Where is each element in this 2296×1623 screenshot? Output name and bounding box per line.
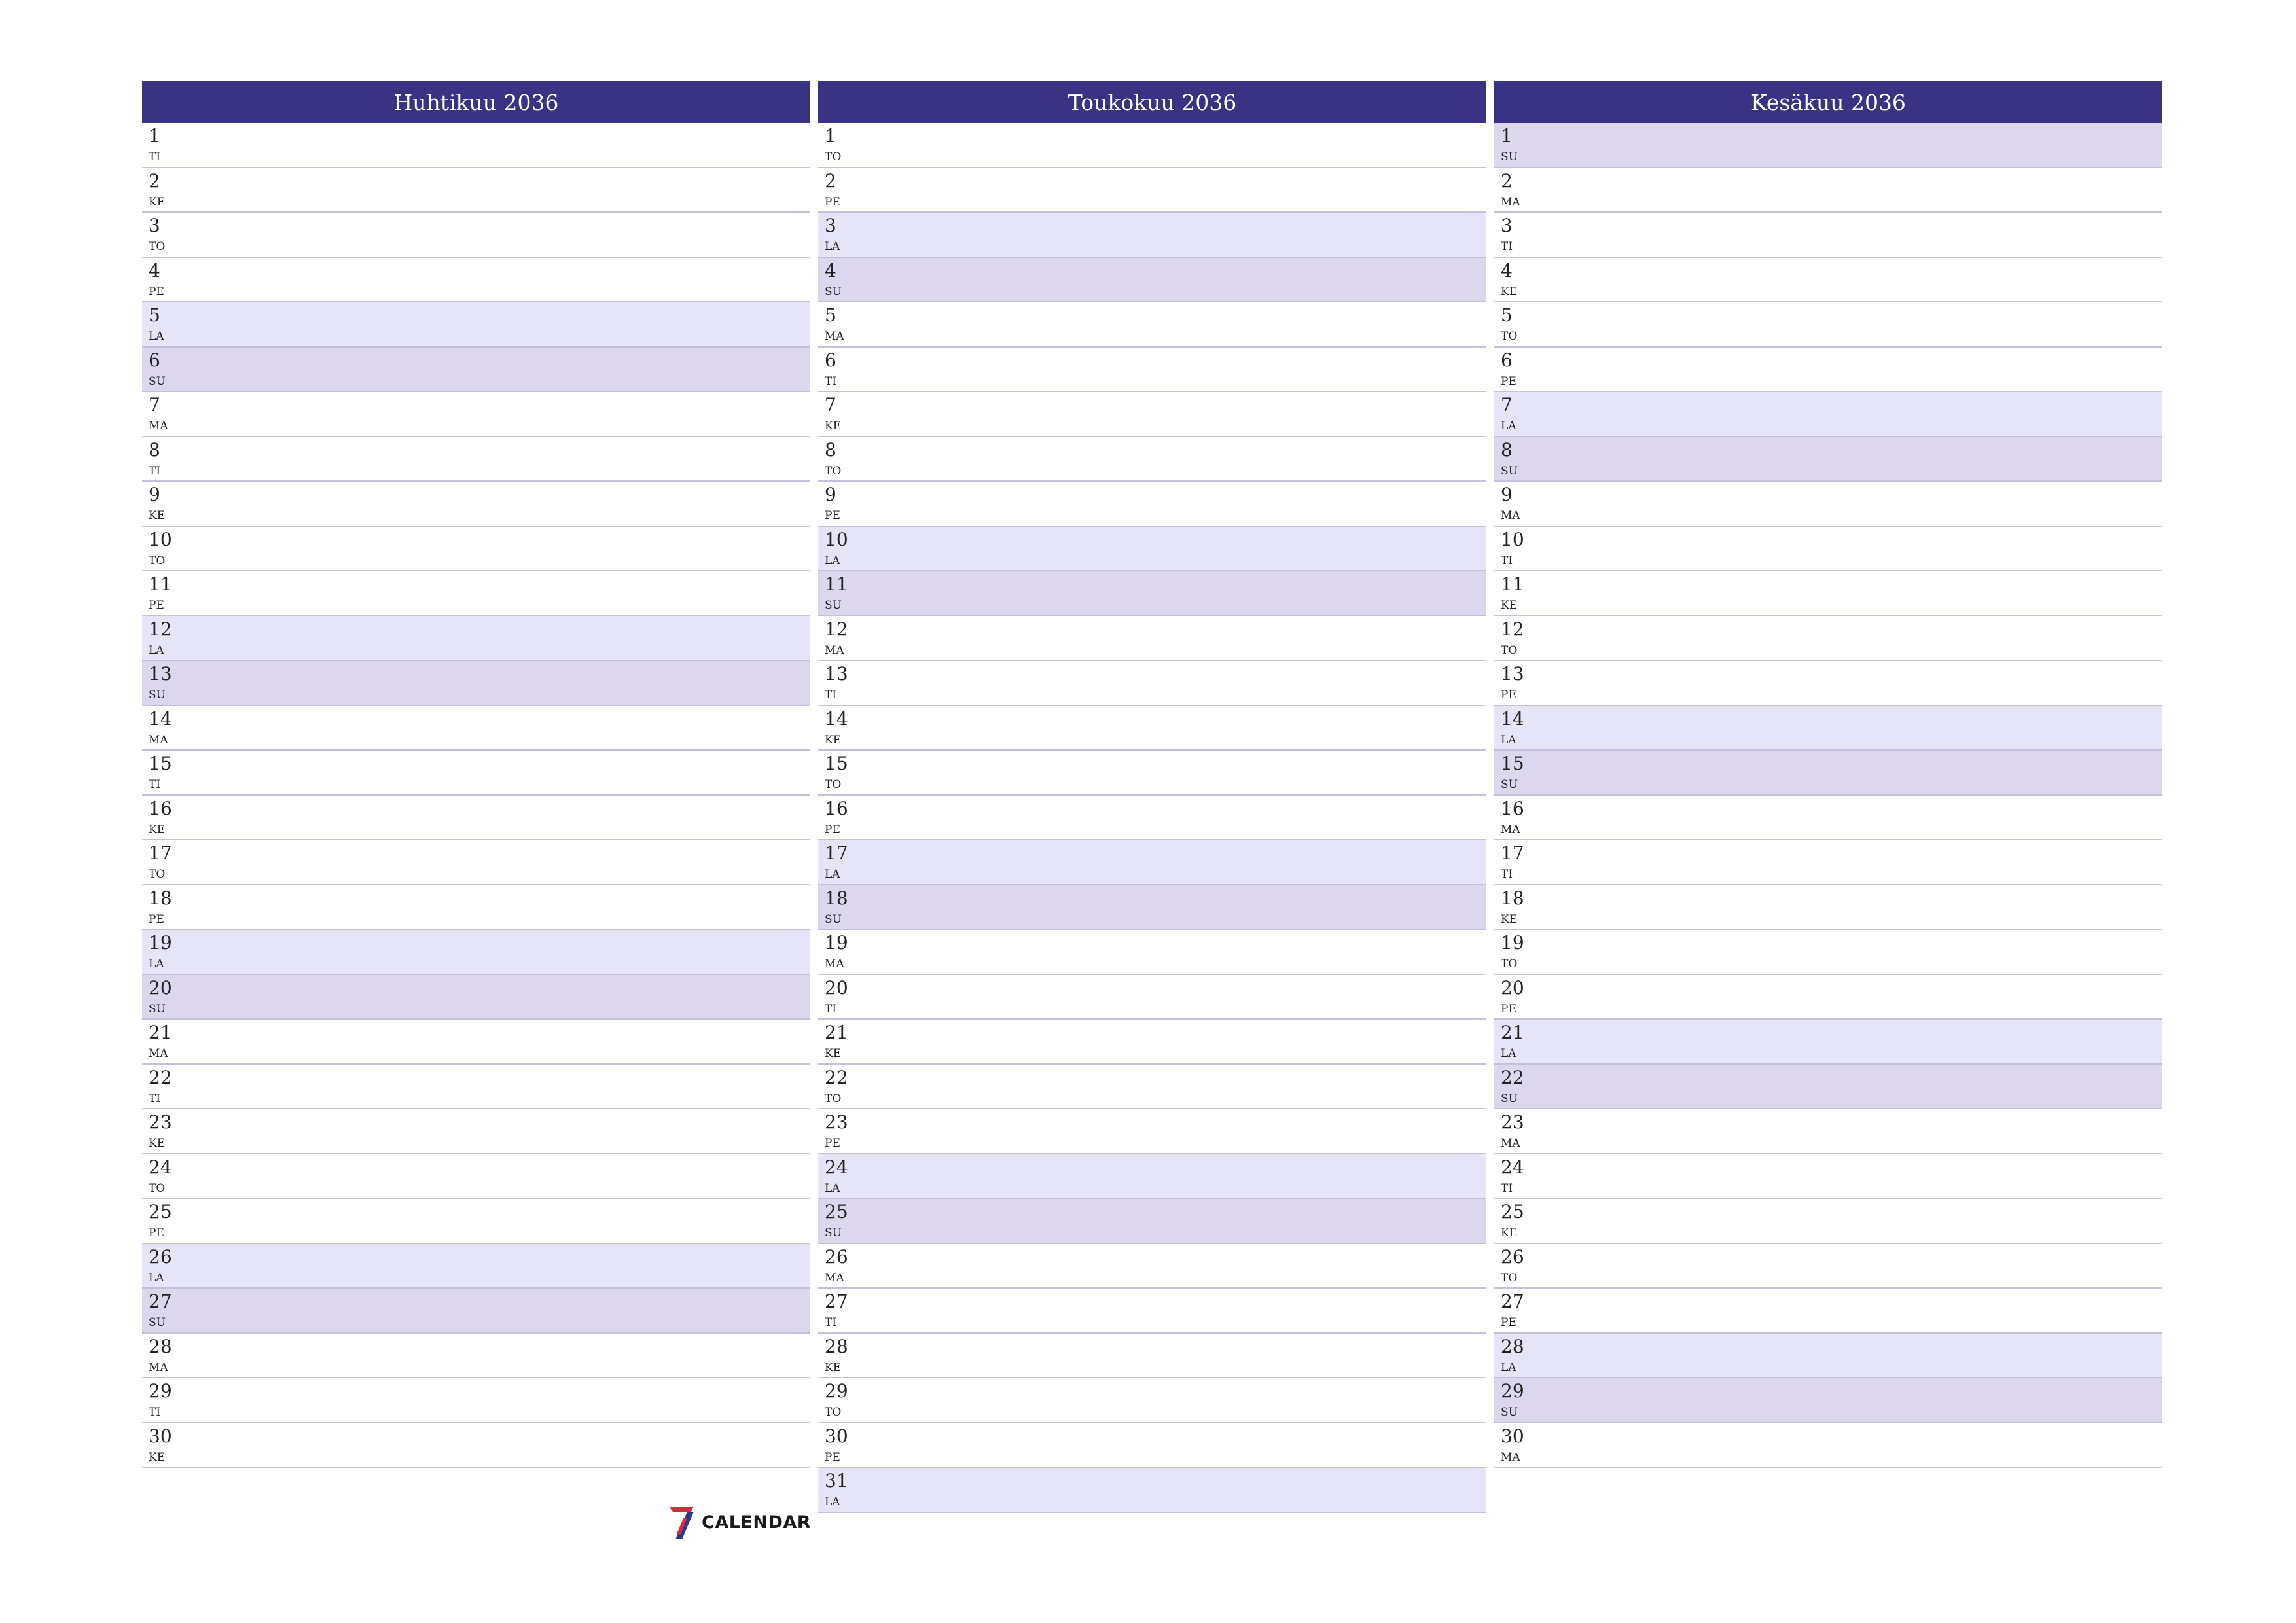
day-row xyxy=(818,975,1486,1020)
day-number: 13 xyxy=(1501,663,1524,685)
weekday-abbr: SU xyxy=(149,374,166,388)
day-number: 26 xyxy=(149,1245,172,1268)
day-number: 11 xyxy=(149,573,172,595)
weekday-abbr: MA xyxy=(1501,509,1520,522)
day-number: 17 xyxy=(1501,842,1524,864)
day-number: 10 xyxy=(149,528,172,550)
weekday-abbr: TI xyxy=(1501,868,1513,881)
day-row xyxy=(818,1378,1486,1423)
weekday-abbr: MA xyxy=(149,733,168,747)
day-row xyxy=(142,1020,810,1065)
month-header: Huhtikuu 2036 xyxy=(142,81,810,123)
day-number: 4 xyxy=(149,259,160,281)
weekday-abbr: KE xyxy=(149,823,166,836)
day-number: 30 xyxy=(1501,1425,1524,1447)
weekday-abbr: TI xyxy=(149,778,161,791)
day-number: 11 xyxy=(825,573,848,595)
day-row xyxy=(1494,1109,2162,1154)
day-row xyxy=(142,796,810,841)
weekday-abbr: TI xyxy=(1501,554,1513,567)
day-number: 14 xyxy=(149,707,172,730)
day-number: 18 xyxy=(825,887,848,909)
day-row xyxy=(1494,751,2162,796)
day-row xyxy=(818,437,1486,482)
day-number: 3 xyxy=(1501,215,1513,236)
weekday-abbr: LA xyxy=(825,554,840,567)
day-row xyxy=(142,661,810,706)
day-row xyxy=(818,123,1486,168)
day-row xyxy=(818,1244,1486,1289)
day-number: 6 xyxy=(825,349,836,371)
day-number: 4 xyxy=(1501,259,1513,281)
weekday-abbr: SU xyxy=(1501,464,1518,478)
day-number: 22 xyxy=(149,1066,172,1088)
day-row xyxy=(142,1244,810,1289)
weekday-abbr: TO xyxy=(1501,643,1518,657)
day-list xyxy=(1494,123,2162,1468)
day-row xyxy=(142,258,810,303)
weekday-abbr: MA xyxy=(825,957,844,971)
day-number: 10 xyxy=(1501,528,1524,550)
day-number: 2 xyxy=(825,169,836,192)
day-number: 8 xyxy=(825,438,836,461)
day-number: 20 xyxy=(825,976,848,999)
day-row xyxy=(1494,348,2162,393)
weekday-abbr: KE xyxy=(149,195,166,209)
weekday-abbr: KE xyxy=(149,1137,166,1150)
day-row xyxy=(1494,437,2162,482)
day-number: 10 xyxy=(825,528,848,550)
weekday-abbr: MA xyxy=(149,419,168,433)
day-number: 25 xyxy=(825,1201,848,1222)
day-row xyxy=(1494,1065,2162,1110)
weekday-abbr: LA xyxy=(149,330,164,343)
weekday-abbr: SU xyxy=(825,912,842,926)
day-number: 6 xyxy=(149,349,160,371)
day-row xyxy=(818,392,1486,437)
day-number: 16 xyxy=(825,797,848,819)
day-number: 8 xyxy=(1501,438,1513,461)
weekday-abbr: KE xyxy=(825,1047,842,1060)
day-row xyxy=(818,258,1486,303)
day-row xyxy=(818,1199,1486,1244)
day-row xyxy=(142,1378,810,1423)
month-header: Kesäkuu 2036 xyxy=(1494,81,2162,123)
day-row xyxy=(1494,213,2162,258)
weekday-abbr: KE xyxy=(1501,1226,1518,1240)
day-number: 25 xyxy=(1501,1201,1524,1222)
day-list xyxy=(142,123,810,1468)
month-header: Toukokuu 2036 xyxy=(818,81,1486,123)
weekday-abbr: SU xyxy=(825,285,842,298)
day-row xyxy=(142,1154,810,1200)
weekday-abbr: LA xyxy=(1501,1047,1516,1060)
weekday-abbr: TO xyxy=(149,240,166,253)
day-number: 1 xyxy=(1501,125,1513,147)
day-number: 19 xyxy=(1501,932,1524,954)
weekday-abbr: PE xyxy=(149,599,164,612)
day-row xyxy=(818,302,1486,348)
day-number: 6 xyxy=(1501,349,1513,371)
day-row xyxy=(142,168,810,213)
weekday-abbr: LA xyxy=(149,957,164,971)
day-row xyxy=(1494,168,2162,213)
day-number: 17 xyxy=(825,842,848,864)
weekday-abbr: SU xyxy=(825,1226,842,1240)
day-number: 5 xyxy=(1501,304,1513,326)
weekday-abbr: TO xyxy=(825,464,842,478)
day-number: 7 xyxy=(1501,394,1513,416)
day-number: 28 xyxy=(825,1335,848,1357)
day-number: 21 xyxy=(1501,1022,1524,1043)
day-row xyxy=(818,1154,1486,1200)
day-number: 7 xyxy=(825,394,836,416)
day-row xyxy=(818,751,1486,796)
day-number: 5 xyxy=(825,304,836,326)
day-row xyxy=(818,1109,1486,1154)
weekday-abbr: PE xyxy=(149,912,164,926)
weekday-abbr: PE xyxy=(149,285,164,298)
day-row xyxy=(818,213,1486,258)
weekday-abbr: SU xyxy=(149,688,166,702)
month-column-june xyxy=(1494,81,2162,1468)
weekday-abbr: SU xyxy=(1501,1406,1518,1419)
day-number: 19 xyxy=(149,932,172,954)
day-number: 22 xyxy=(825,1066,848,1088)
day-row xyxy=(1494,661,2162,706)
weekday-abbr: LA xyxy=(149,643,164,657)
day-number: 21 xyxy=(825,1022,848,1043)
day-number: 31 xyxy=(825,1470,848,1491)
day-number: 30 xyxy=(825,1425,848,1447)
day-row xyxy=(142,302,810,348)
weekday-abbr: PE xyxy=(825,1450,840,1464)
weekday-abbr: LA xyxy=(825,1495,840,1508)
day-row xyxy=(818,1020,1486,1065)
weekday-abbr: TI xyxy=(825,1316,837,1329)
day-number: 20 xyxy=(149,976,172,999)
weekday-abbr: SU xyxy=(1501,151,1518,164)
day-row xyxy=(142,437,810,482)
weekday-abbr: TI xyxy=(149,1092,161,1105)
day-row xyxy=(1494,1334,2162,1379)
day-row xyxy=(1494,392,2162,437)
weekday-abbr: KE xyxy=(1501,285,1518,298)
weekday-abbr: TI xyxy=(1501,1181,1513,1195)
day-number: 27 xyxy=(1501,1291,1524,1312)
weekday-abbr: PE xyxy=(825,823,840,836)
weekday-abbr: MA xyxy=(825,643,844,657)
weekday-abbr: TO xyxy=(149,1181,166,1195)
month-column-may xyxy=(818,81,1486,1513)
day-row xyxy=(1494,571,2162,616)
weekday-abbr: TO xyxy=(1501,957,1518,971)
weekday-abbr: KE xyxy=(149,509,166,522)
weekday-abbr: KE xyxy=(1501,912,1518,926)
weekday-abbr: PE xyxy=(1501,688,1516,702)
weekday-abbr: MA xyxy=(1501,1450,1520,1464)
day-row xyxy=(142,527,810,572)
weekday-abbr: TI xyxy=(149,464,161,478)
day-row xyxy=(1494,706,2162,751)
day-row xyxy=(1494,840,2162,885)
weekday-abbr: TO xyxy=(149,554,166,567)
day-number: 16 xyxy=(1501,797,1524,819)
weekday-abbr: PE xyxy=(825,1137,840,1150)
weekday-abbr: TO xyxy=(825,778,842,791)
day-number: 2 xyxy=(1501,169,1513,192)
weekday-abbr: LA xyxy=(1501,733,1516,747)
logo-text: CALENDAR xyxy=(702,1512,812,1533)
day-row xyxy=(1494,1289,2162,1334)
day-number: 9 xyxy=(825,484,836,505)
day-row xyxy=(1494,527,2162,572)
day-number: 16 xyxy=(149,797,172,819)
day-number: 23 xyxy=(149,1111,172,1133)
day-number: 12 xyxy=(1501,618,1524,640)
day-row xyxy=(818,348,1486,393)
day-row xyxy=(142,840,810,885)
weekday-abbr: TO xyxy=(149,868,166,881)
day-row xyxy=(142,213,810,258)
weekday-abbr: LA xyxy=(149,1271,164,1285)
day-row xyxy=(142,571,810,616)
day-row xyxy=(818,661,1486,706)
day-number: 2 xyxy=(149,169,160,192)
weekday-abbr: SU xyxy=(149,1316,166,1329)
day-number: 14 xyxy=(1501,707,1524,730)
weekday-abbr: PE xyxy=(1501,374,1516,388)
day-number: 4 xyxy=(825,259,836,281)
day-row xyxy=(818,616,1486,662)
day-row xyxy=(1494,1423,2162,1469)
day-number: 9 xyxy=(149,484,160,505)
day-row xyxy=(818,482,1486,527)
weekday-abbr: TI xyxy=(825,688,837,702)
weekday-abbr: KE xyxy=(1501,599,1518,612)
day-number: 26 xyxy=(1501,1245,1524,1268)
day-row xyxy=(818,840,1486,885)
weekday-abbr: TI xyxy=(1501,240,1513,253)
day-row xyxy=(142,482,810,527)
weekday-abbr: TO xyxy=(1501,330,1518,343)
day-number: 15 xyxy=(825,753,848,774)
day-row xyxy=(142,123,810,168)
day-row xyxy=(142,1334,810,1379)
day-row xyxy=(818,571,1486,616)
weekday-abbr: TO xyxy=(1501,1271,1518,1285)
day-number: 27 xyxy=(825,1291,848,1312)
weekday-abbr: TI xyxy=(149,1406,161,1419)
day-row xyxy=(142,751,810,796)
day-number: 28 xyxy=(149,1335,172,1357)
weekday-abbr: SU xyxy=(149,1002,166,1016)
day-row xyxy=(1494,1378,2162,1423)
weekday-abbr: PE xyxy=(825,509,840,522)
weekday-abbr: TI xyxy=(149,151,161,164)
day-row xyxy=(1494,1199,2162,1244)
brand-logo xyxy=(668,1504,811,1541)
day-number: 3 xyxy=(149,215,160,236)
weekday-abbr: TO xyxy=(825,1092,842,1105)
weekday-abbr: SU xyxy=(825,599,842,612)
weekday-abbr: TI xyxy=(825,374,837,388)
day-row xyxy=(142,1423,810,1469)
weekday-abbr: TO xyxy=(825,1406,842,1419)
weekday-abbr: LA xyxy=(825,240,840,253)
day-number: 29 xyxy=(1501,1380,1524,1402)
day-row xyxy=(1494,930,2162,975)
day-number: 13 xyxy=(149,663,172,685)
day-list xyxy=(818,123,1486,1513)
weekday-abbr: KE xyxy=(149,1450,166,1464)
day-row xyxy=(142,1289,810,1334)
month-column-april xyxy=(142,81,810,1468)
day-row xyxy=(818,527,1486,572)
day-row xyxy=(1494,258,2162,303)
day-number: 15 xyxy=(1501,753,1524,774)
day-row xyxy=(142,885,810,931)
day-row xyxy=(142,1065,810,1110)
day-number: 18 xyxy=(149,887,172,909)
day-row xyxy=(818,885,1486,931)
day-number: 7 xyxy=(149,394,160,416)
weekday-abbr: MA xyxy=(1501,823,1520,836)
weekday-abbr: LA xyxy=(825,1181,840,1195)
day-number: 1 xyxy=(149,125,160,147)
day-number: 22 xyxy=(1501,1066,1524,1088)
weekday-abbr: MA xyxy=(1501,1137,1520,1150)
day-row xyxy=(1494,975,2162,1020)
day-row xyxy=(1494,123,2162,168)
day-row xyxy=(142,975,810,1020)
day-number: 12 xyxy=(149,618,172,640)
day-number: 20 xyxy=(1501,976,1524,999)
day-number: 18 xyxy=(1501,887,1524,909)
day-number: 23 xyxy=(825,1111,848,1133)
day-number: 3 xyxy=(825,215,836,236)
day-number: 14 xyxy=(825,707,848,730)
weekday-abbr: MA xyxy=(149,1361,168,1374)
weekday-abbr: TO xyxy=(825,151,842,164)
weekday-abbr: PE xyxy=(825,195,840,209)
day-row xyxy=(818,168,1486,213)
day-row xyxy=(818,1468,1486,1513)
day-number: 11 xyxy=(1501,573,1524,595)
day-number: 8 xyxy=(149,438,160,461)
day-row xyxy=(1494,796,2162,841)
weekday-abbr: TI xyxy=(825,1002,837,1016)
weekday-abbr: SU xyxy=(1501,1092,1518,1105)
day-row xyxy=(142,1199,810,1244)
day-number: 21 xyxy=(149,1022,172,1043)
day-row xyxy=(818,1423,1486,1469)
day-row xyxy=(818,706,1486,751)
day-number: 13 xyxy=(825,663,848,685)
weekday-abbr: KE xyxy=(825,419,842,433)
weekday-abbr: MA xyxy=(149,1047,168,1060)
day-number: 24 xyxy=(1501,1156,1524,1178)
day-number: 24 xyxy=(825,1156,848,1178)
weekday-abbr: LA xyxy=(825,868,840,881)
weekday-abbr: MA xyxy=(825,1271,844,1285)
day-row xyxy=(818,930,1486,975)
day-row xyxy=(818,1289,1486,1334)
day-number: 29 xyxy=(149,1380,172,1402)
seven-logo-icon xyxy=(668,1504,695,1541)
weekday-abbr: PE xyxy=(149,1226,164,1240)
weekday-abbr: MA xyxy=(825,330,844,343)
weekday-abbr: KE xyxy=(825,733,842,747)
day-number: 24 xyxy=(149,1156,172,1178)
day-number: 17 xyxy=(149,842,172,864)
day-row xyxy=(1494,1020,2162,1065)
day-number: 29 xyxy=(825,1380,848,1402)
day-row xyxy=(1494,482,2162,527)
weekday-abbr: KE xyxy=(825,1361,842,1374)
weekday-abbr: PE xyxy=(1501,1002,1516,1016)
day-row xyxy=(1494,1154,2162,1200)
day-number: 5 xyxy=(149,304,160,326)
day-number: 25 xyxy=(149,1201,172,1222)
day-row xyxy=(142,616,810,662)
day-number: 19 xyxy=(825,932,848,954)
weekday-abbr: PE xyxy=(1501,1316,1516,1329)
day-number: 26 xyxy=(825,1245,848,1268)
day-number: 1 xyxy=(825,125,836,147)
day-row xyxy=(142,930,810,975)
day-number: 9 xyxy=(1501,484,1513,505)
day-row xyxy=(142,348,810,393)
day-row xyxy=(1494,616,2162,662)
day-number: 28 xyxy=(1501,1335,1524,1357)
day-row xyxy=(818,1065,1486,1110)
weekday-abbr: SU xyxy=(1501,778,1518,791)
weekday-abbr: LA xyxy=(1501,1361,1516,1374)
day-row xyxy=(1494,1244,2162,1289)
day-row xyxy=(1494,885,2162,931)
day-number: 23 xyxy=(1501,1111,1524,1133)
day-number: 30 xyxy=(149,1425,172,1447)
weekday-abbr: MA xyxy=(1501,195,1520,209)
day-row xyxy=(818,796,1486,841)
day-row xyxy=(1494,302,2162,348)
day-number: 15 xyxy=(149,753,172,774)
day-number: 12 xyxy=(825,618,848,640)
weekday-abbr: LA xyxy=(1501,419,1516,433)
day-row xyxy=(818,1334,1486,1379)
day-row xyxy=(142,1109,810,1154)
day-row xyxy=(142,392,810,437)
day-row xyxy=(142,706,810,751)
day-number: 27 xyxy=(149,1291,172,1312)
